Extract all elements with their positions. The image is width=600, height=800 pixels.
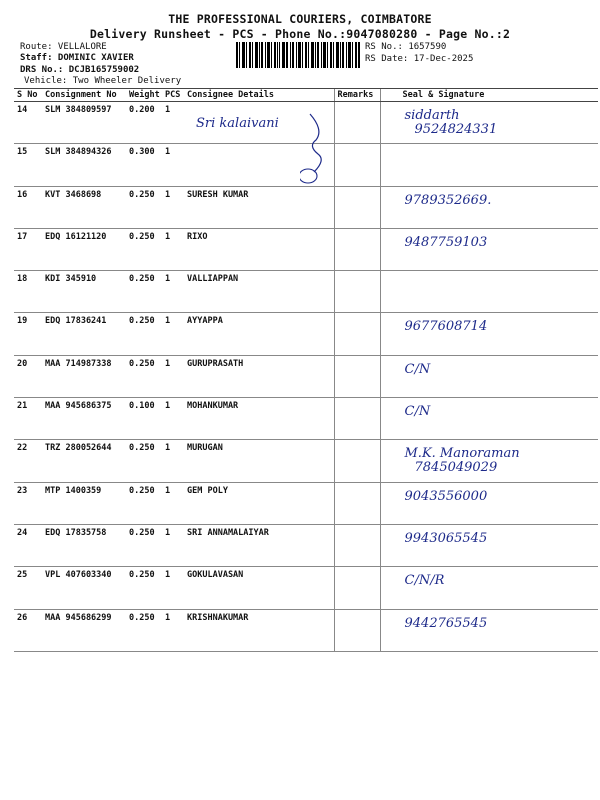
row-sno: 18 [14,271,42,313]
row-consignment-no: VPL 407603340 [42,567,126,609]
row-remarks [334,271,380,313]
row-signature [380,524,598,566]
handwritten-signature: 7845049029 [414,460,498,476]
table-row [14,355,598,397]
handwritten-signature: 9442765545 [404,615,488,631]
table-row [14,482,598,524]
row-consignment-no: MAA 945686375 [42,398,126,440]
row-remarks [334,102,380,144]
row-sno: 24 [14,524,42,566]
row-weight: 0.250 [126,228,162,270]
row-signature [380,440,598,482]
table-row [14,440,598,482]
vehicle-label: Vehicle: Two Wheeler Delivery [24,76,182,86]
row-remarks [334,609,380,651]
row-signature [380,102,598,144]
row-signature [380,567,598,609]
row-consignee: SRI ANNAMALAIYAR [184,524,334,566]
row-weight: 0.250 [126,567,162,609]
row-consignment-no: KDI 345910 [42,271,126,313]
row-weight: 0.250 [126,355,162,397]
row-signature [380,313,598,355]
row-signature [380,609,598,651]
row-sno: 26 [14,609,42,651]
row-pcs: 1 [162,398,184,440]
row-sno: 14 [14,102,42,144]
row-pcs: 1 [162,144,184,186]
row-consignment-no: SLM 384894326 [42,144,126,186]
row-weight: 0.200 [126,102,162,144]
row-remarks [334,144,380,186]
row-weight: 0.250 [126,440,162,482]
row-signature [380,228,598,270]
col-header-weight: Weight [126,89,162,102]
row-weight: 0.100 [126,398,162,440]
row-remarks [334,567,380,609]
row-consignee: GEM POLY [184,482,334,524]
handwritten-signature: siddarth [404,108,460,123]
row-signature [380,482,598,524]
row-signature [380,186,598,228]
handwritten-signature: 9789352669. [404,192,492,208]
table-row [14,524,598,566]
handwritten-signature: 9524824331 [414,122,498,137]
row-signature [380,271,598,313]
handwritten-signature: C/N [404,404,431,420]
row-signature [380,398,598,440]
row-sno: 16 [14,186,42,228]
row-remarks [334,186,380,228]
rs-number: RS No.: 1657590 [365,42,447,52]
row-consignee: MOHANKUMAR [184,398,334,440]
handwritten-brace-scribble [300,110,332,190]
row-consignment-no: EDQ 16121120 [42,228,126,270]
row-sno: 15 [14,144,42,186]
handwritten-signature: M.K. Manoraman [404,446,520,462]
row-consignee: GOKULAVASAN [184,567,334,609]
row-weight: 0.250 [126,609,162,651]
col-header-sno: S No [14,89,42,102]
row-sno: 22 [14,440,42,482]
row-weight: 0.250 [126,313,162,355]
row-consignee: VALLIAPPAN [184,271,334,313]
row-pcs: 1 [162,271,184,313]
row-consignee: AYYAPPA [184,313,334,355]
row-pcs: 1 [162,186,184,228]
col-header-consignment: Consignment No [42,89,126,102]
rs-date: RS Date: 17-Dec-2025 [365,54,474,64]
row-remarks [334,313,380,355]
row-sno: 17 [14,228,42,270]
row-consignee: KRISHNAKUMAR [184,609,334,651]
row-pcs: 1 [162,524,184,566]
staff-label: Staff: DOMINIC XAVIER [20,53,134,63]
row-sno: 20 [14,355,42,397]
handwritten-consignee-name: Sri kalaivani [196,116,279,131]
row-weight: 0.250 [126,271,162,313]
row-weight: 0.300 [126,144,162,186]
row-consignee: GURUPRASATH [184,355,334,397]
row-weight: 0.250 [126,524,162,566]
row-remarks [334,398,380,440]
table-row [14,271,598,313]
row-sno: 25 [14,567,42,609]
row-remarks [334,440,380,482]
row-weight: 0.250 [126,482,162,524]
row-consignment-no: EDQ 17835758 [42,524,126,566]
table-row [14,398,598,440]
handwritten-signature: 9943065545 [404,530,488,546]
table-row [14,186,598,228]
row-remarks [334,524,380,566]
row-pcs: 1 [162,228,184,270]
row-pcs: 1 [162,482,184,524]
row-signature [380,355,598,397]
handwritten-signature: 9487759103 [404,234,488,250]
handwritten-signature: C/N/R [404,573,445,589]
row-consignment-no: SLM 384809597 [42,102,126,144]
row-pcs: 1 [162,313,184,355]
handwritten-signature: 9677608714 [404,319,488,335]
drs-label: DRS No.: DCJB165759002 [20,65,140,75]
row-consignee: MURUGAN [184,440,334,482]
table-header-row [14,89,598,102]
row-remarks [334,355,380,397]
handwritten-signature: C/N [404,361,431,377]
row-remarks [334,482,380,524]
row-pcs: 1 [162,609,184,651]
row-consignment-no: KVT 3468698 [42,186,126,228]
table-row [14,567,598,609]
row-sno: 23 [14,482,42,524]
col-header-remarks: Remarks [334,89,380,102]
col-header-pcs: PCS [162,89,184,102]
row-consignment-no: MTP 1400359 [42,482,126,524]
row-consignment-no: TRZ 280052644 [42,440,126,482]
row-consignee: RIXO [184,228,334,270]
row-sno: 21 [14,398,42,440]
row-pcs: 1 [162,567,184,609]
table-row [14,609,598,651]
col-header-consignee: Consignee Details [184,89,334,102]
row-remarks [334,228,380,270]
table-row [14,313,598,355]
barcode-image [236,42,360,68]
row-consignment-no: EDQ 17836241 [42,313,126,355]
runsheet-subtitle: Delivery Runsheet - PCS - Phone No.:9047080280 - Page No.:2 [89,27,511,41]
table-row [14,228,598,270]
route-label: Route: VELLALORE [20,42,107,52]
row-consignment-no: MAA 714987338 [42,355,126,397]
row-signature [380,144,598,186]
row-pcs: 1 [162,102,184,144]
row-pcs: 1 [162,440,184,482]
handwritten-signature: 9043556000 [404,488,488,504]
row-pcs: 1 [162,355,184,397]
company-title: THE PROFESSIONAL COURIERS, COIMBATORE [168,12,432,26]
row-consignment-no: MAA 945686299 [42,609,126,651]
row-consignee: SURESH KUMAR [184,186,334,228]
row-sno: 19 [14,313,42,355]
row-weight: 0.250 [126,186,162,228]
col-header-signature: Seal & Signature [380,89,598,102]
